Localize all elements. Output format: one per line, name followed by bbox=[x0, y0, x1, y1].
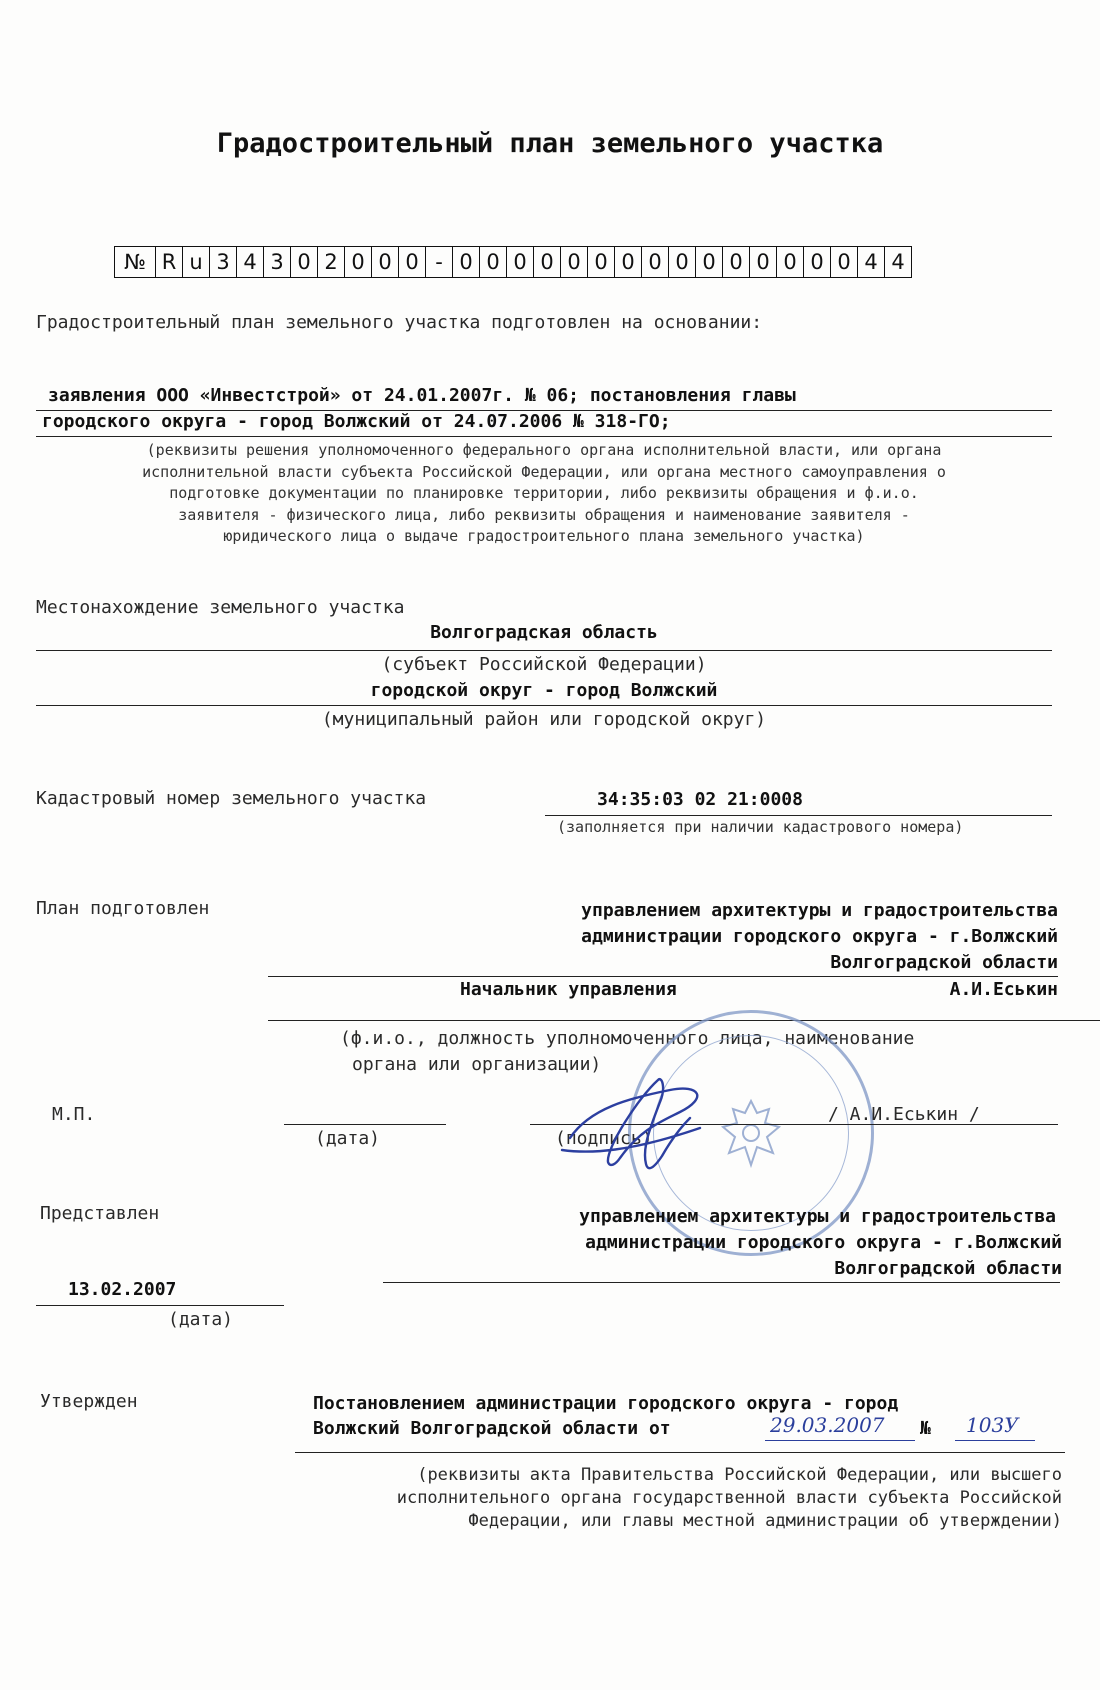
number-digit-cell: 0 bbox=[534, 247, 561, 277]
number-digit-cell: 0 bbox=[615, 247, 642, 277]
divider bbox=[268, 1020, 1100, 1021]
seal-place-label: М.П. bbox=[52, 1104, 96, 1125]
number-digit-cell: 0 bbox=[588, 247, 615, 277]
divider bbox=[36, 650, 1052, 651]
divider bbox=[295, 1452, 1065, 1453]
district-note: (муниципальный район или городской округ) bbox=[321, 709, 767, 730]
approval-date: 29.03.2007 bbox=[770, 1413, 885, 1437]
submitted-org bbox=[420, 1204, 1062, 1282]
number-digit-cell: - bbox=[426, 247, 453, 277]
number-digit-cell: 0 bbox=[399, 247, 426, 277]
cadastral-label: Кадастровый номер земельного участка bbox=[36, 788, 427, 809]
number-digit-cell: R bbox=[156, 247, 183, 277]
approval-date-underline bbox=[765, 1440, 915, 1441]
note-line: (ф.и.о., должность уполномоченного лица, наименование bbox=[340, 1028, 915, 1049]
number-digit-cell: 3 bbox=[210, 247, 237, 277]
org-line: Волгоградской области bbox=[834, 1258, 1062, 1279]
divider bbox=[545, 815, 1052, 816]
number-digit-cell: 4 bbox=[858, 247, 885, 277]
approved-note bbox=[230, 1464, 1062, 1533]
coat-of-arms-icon bbox=[717, 1095, 785, 1171]
signature-name: / А.И.Еськин / bbox=[828, 1104, 980, 1125]
submitted-date: 13.02.2007 bbox=[68, 1279, 177, 1300]
prepared-person: А.И.Еськин bbox=[949, 979, 1058, 1000]
approval-number: 103У bbox=[966, 1413, 1019, 1437]
number-digit-cell: 0 bbox=[372, 247, 399, 277]
number-digit-cell: 0 bbox=[723, 247, 750, 277]
approved-line-1: Постановлением администрации городского округа - город bbox=[313, 1393, 899, 1414]
approved-line-2: Волжский Волгоградской области от bbox=[313, 1418, 671, 1439]
number-sign: № bbox=[115, 247, 156, 277]
number-digit-cell: 0 bbox=[480, 247, 507, 277]
number-digit-cell: 0 bbox=[750, 247, 777, 277]
cadastral-note: (заполняется при наличии кадастрового номера) bbox=[557, 818, 964, 836]
prepared-label: План подготовлен bbox=[36, 898, 210, 919]
number-digit-cell: 0 bbox=[777, 247, 804, 277]
note-line: органа или организации) bbox=[352, 1054, 602, 1075]
divider bbox=[268, 976, 1058, 977]
submitted-label: Представлен bbox=[40, 1203, 160, 1224]
divider bbox=[36, 705, 1052, 706]
number-digit-cell: 0 bbox=[507, 247, 534, 277]
note-line: исполнительной власти субъекта Российской Федерации, или органа местного самоуправления о bbox=[142, 462, 946, 481]
cadastral-value: 34:35:03 02 21:0008 bbox=[597, 789, 803, 810]
number-digit-cell: 0 bbox=[453, 247, 480, 277]
location-label: Местонахождение земельного участка bbox=[36, 597, 405, 618]
divider bbox=[383, 1282, 1060, 1283]
org-line: управлением архитектуры и градостроительства bbox=[581, 900, 1058, 921]
submitted-date-caption: (дата) bbox=[168, 1309, 234, 1330]
org-line: администрации городского округа - г.Волжский bbox=[585, 1232, 1062, 1253]
number-digit-cell: u bbox=[183, 247, 210, 277]
number-digit-cell: 0 bbox=[669, 247, 696, 277]
number-digit-cell: 0 bbox=[696, 247, 723, 277]
number-digit-cell: 0 bbox=[642, 247, 669, 277]
date-caption: (дата) bbox=[315, 1128, 381, 1149]
handwritten-signature bbox=[550, 1068, 720, 1178]
approved-label: Утвержден bbox=[40, 1391, 138, 1412]
org-line: управлением архитектуры и градостроительства bbox=[579, 1206, 1056, 1227]
note-line: Федерации, или главы местной администрации об утверждении) bbox=[468, 1511, 1062, 1531]
region-note: (субъект Российской Федерации) bbox=[381, 654, 707, 675]
basis-note bbox=[36, 440, 1052, 548]
note-line: (реквизиты акта Правительства Российской Федерации, или высшего bbox=[417, 1465, 1062, 1485]
number-digit-cell: 0 bbox=[291, 247, 318, 277]
number-digit-cell: 0 bbox=[804, 247, 831, 277]
prepared-org bbox=[420, 898, 1058, 976]
page-title: Градостроительный план земельного участка bbox=[216, 128, 884, 159]
org-line: Волгоградской области bbox=[830, 952, 1058, 973]
note-line: юридического лица о выдаче градостроительного плана земельного участка) bbox=[223, 527, 865, 545]
prepared-position: Начальник управления bbox=[460, 979, 677, 1000]
approval-number-underline bbox=[955, 1440, 1035, 1441]
number-digit-cell: 0 bbox=[831, 247, 858, 277]
basis-heading: Градостроительный план земельного участка подготовлен на основании: bbox=[36, 312, 763, 333]
document-number-grid bbox=[114, 246, 912, 278]
location-district: городской округ - город Волжский bbox=[370, 680, 718, 701]
basis-line-2: городского округа - город Волжский от 24.07.2006 № 318-ГО; bbox=[42, 411, 671, 432]
note-line: заявителя - физического лица, либо реквизиты обращения и наименование заявителя - bbox=[178, 505, 910, 524]
date-line bbox=[36, 1305, 284, 1306]
number-digit-cell: 0 bbox=[345, 247, 372, 277]
number-digit-cell: 4 bbox=[891, 250, 905, 274]
number-digit-cell: 3 bbox=[264, 247, 291, 277]
org-line: администрации городского округа - г.Волжский bbox=[581, 926, 1058, 947]
signature-caption: (подпись) bbox=[555, 1128, 653, 1149]
note-line: исполнительного органа государственной власти субъекта Российской bbox=[396, 1488, 1062, 1508]
approval-number-sign: № bbox=[920, 1418, 931, 1439]
number-digit-cell: 0 bbox=[561, 247, 588, 277]
date-line bbox=[284, 1124, 446, 1125]
note-line: (реквизиты решения уполномоченного федерального органа исполнительной власти, или органа bbox=[146, 441, 942, 459]
number-digit-cell: 4 bbox=[237, 247, 264, 277]
divider bbox=[36, 436, 1052, 437]
number-digit-cell: 2 bbox=[318, 247, 345, 277]
note-line: подготовке документации по планировке территории, либо реквизиты обращения и ф.и.о. bbox=[169, 484, 919, 502]
location-region: Волгоградская область bbox=[430, 622, 658, 643]
basis-line-1: заявления ООО «Инвестстрой» от 24.01.2007г. № 06; постановления главы bbox=[48, 385, 796, 406]
